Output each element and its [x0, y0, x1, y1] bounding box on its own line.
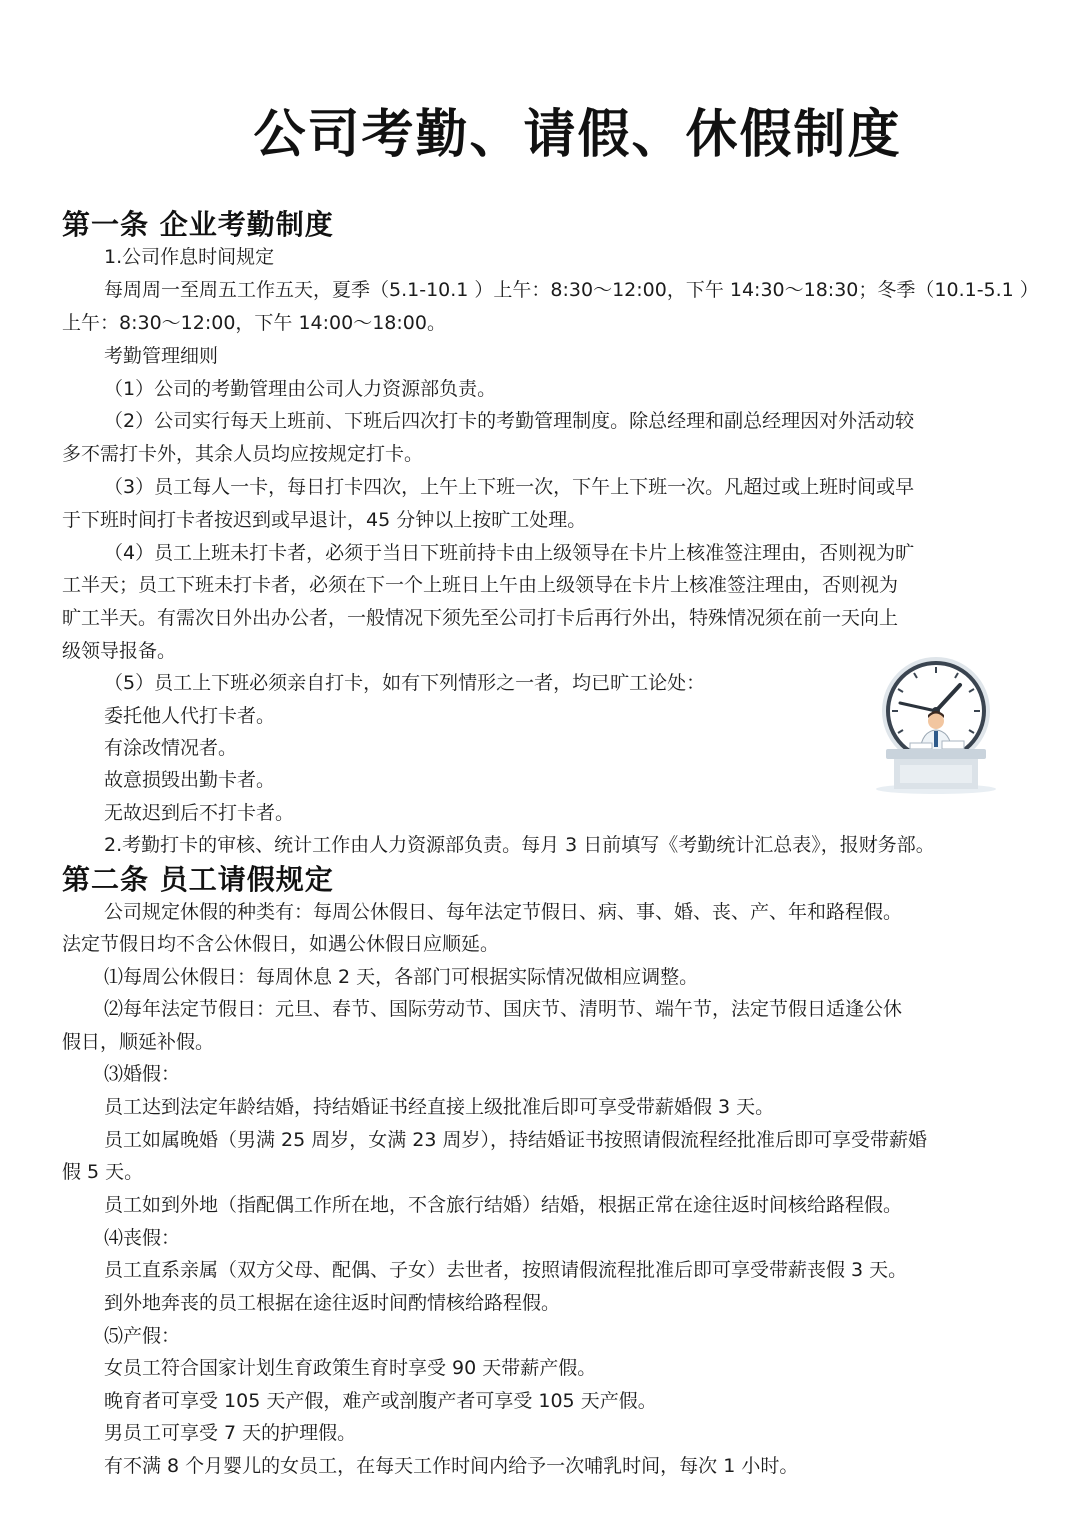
- paragraph-line: ⑵每年法定节假日：元旦、春节、国际劳动节、国庆节、清明节、端午节，法定节假日适逢公休: [104, 998, 903, 1020]
- paragraph-line: ⑴每周公休假日：每周休息 2 天，各部门可根据实际情况做相应调整。: [104, 966, 699, 988]
- paragraph-line: 假 5 天。: [62, 1161, 144, 1183]
- paragraph-line: 考勤管理细则: [104, 345, 219, 367]
- paragraph-line: 有不满 8 个月婴儿的女员工，在每天工作时间内给予一次哺乳时间，每次 1 小时。: [104, 1455, 799, 1477]
- paragraph-line: 级领导报备。: [62, 640, 177, 662]
- paragraph-line: 旷工半天。有需次日外出办公者，一般情况下须先至公司打卡后再行外出，特殊情况须在前一天向上: [62, 607, 899, 629]
- paragraph-line: 有涂改情况者。: [104, 737, 238, 759]
- paragraph-line: 员工如属晚婚（男满 25 周岁，女满 23 周岁），持结婚证书按照请假流程经批准后即可享受带薪婚: [104, 1129, 928, 1151]
- paragraph-line: 女员工符合国家计划生育政策生育时享受 90 天带薪产假。: [104, 1357, 597, 1379]
- paragraph-line: 委托他人代打卡者。: [104, 705, 276, 727]
- paragraph-line: 故意损毁出勤卡者。: [104, 769, 276, 791]
- paragraph-line: （5）员工上下班必须亲自打卡，如有下列情形之一者，均已旷工论处：: [104, 672, 706, 694]
- paragraph-line: （2）公司实行每天上班前、下班后四次打卡的考勤管理制度。除总经理和副总经理因对外活动较: [104, 410, 915, 432]
- paragraph-line: 假日，顺延补假。: [62, 1031, 215, 1053]
- paragraph-line: 员工如到外地（指配偶工作所在地，不含旅行结婚）结婚，根据正常在途往返时间核给路程假。: [104, 1194, 903, 1216]
- paragraph-line: 男员工可享受 7 天的护理假。: [104, 1422, 357, 1444]
- paragraph-line: 2.考勤打卡的审核、统计工作由人力资源部负责。每月 3 日前填写《考勤统计汇总表》，报财务部。: [104, 834, 935, 856]
- paragraph-line: 公司规定休假的种类有：每周公休假日、每年法定节假日、病、事、婚、丧、产、年和路程假。: [104, 901, 903, 923]
- paragraph-line: 多不需打卡外，其余人员均应按规定打卡。: [62, 443, 424, 465]
- paragraph-line: （3）员工每人一卡，每日打卡四次，上午上下班一次，下午上下班一次。凡超过或上班时间或早: [104, 476, 915, 498]
- paragraph-line: 到外地奔丧的员工根据在途往返时间酌情核给路程假。: [104, 1292, 561, 1314]
- page-title: 公司考勤、请假、休假制度: [253, 104, 902, 165]
- paragraph-line: 晚育者可享受 105 天产假，难产或剖腹产者可享受 105 天产假。: [104, 1390, 657, 1412]
- paragraph-line: （4）员工上班未打卡者，必须于当日下班前持卡由上级领导在卡片上核准签注理由，否则视为旷: [104, 542, 915, 564]
- paragraph-line: 无故迟到后不打卡者。: [104, 802, 295, 824]
- paragraph-line: （1）公司的考勤管理由公司人力资源部负责。: [104, 378, 497, 400]
- paragraph-line: 法定节假日均不含公休假日，如遇公休假日应顺延。: [62, 933, 500, 955]
- paragraph-line: 员工直系亲属（双方父母、配偶、子女）去世者，按照请假流程批准后即可享受带薪丧假 3 天。: [104, 1259, 908, 1281]
- section-heading-attendance: 第一条 企业考勤制度: [62, 208, 334, 241]
- paragraph-line: ⑷丧假：: [104, 1227, 181, 1249]
- paragraph-line: ⑸产假：: [104, 1325, 181, 1347]
- paragraph-line: 每周周一至周五工作五天，夏季（5.1-10.1 ）上午：8:30～12:00，下午 14:30～18:30；冬季（10.1-5.1 ）: [104, 279, 1039, 301]
- section-heading-leave: 第二条 员工请假规定: [62, 863, 334, 896]
- paragraph-line: 工半天；员工下班未打卡者，必须在下一个上班日上午由上级领导在卡片上核准签注理由，否则视为: [62, 574, 899, 596]
- paragraph-line: 上午：8:30～12:00，下午 14:00～18:00。: [62, 312, 446, 334]
- paragraph-line: ⑶婚假：: [104, 1063, 181, 1085]
- paragraph-line: 员工达到法定年龄结婚，持结婚证书经直接上级批准后即可享受带薪婚假 3 天。: [104, 1096, 775, 1118]
- paragraph-line: 1.公司作息时间规定: [104, 246, 275, 268]
- clock-office-worker-icon: [872, 655, 1000, 795]
- paragraph-line: 于下班时间打卡者按迟到或早退计，45 分钟以上按旷工处理。: [62, 509, 587, 531]
